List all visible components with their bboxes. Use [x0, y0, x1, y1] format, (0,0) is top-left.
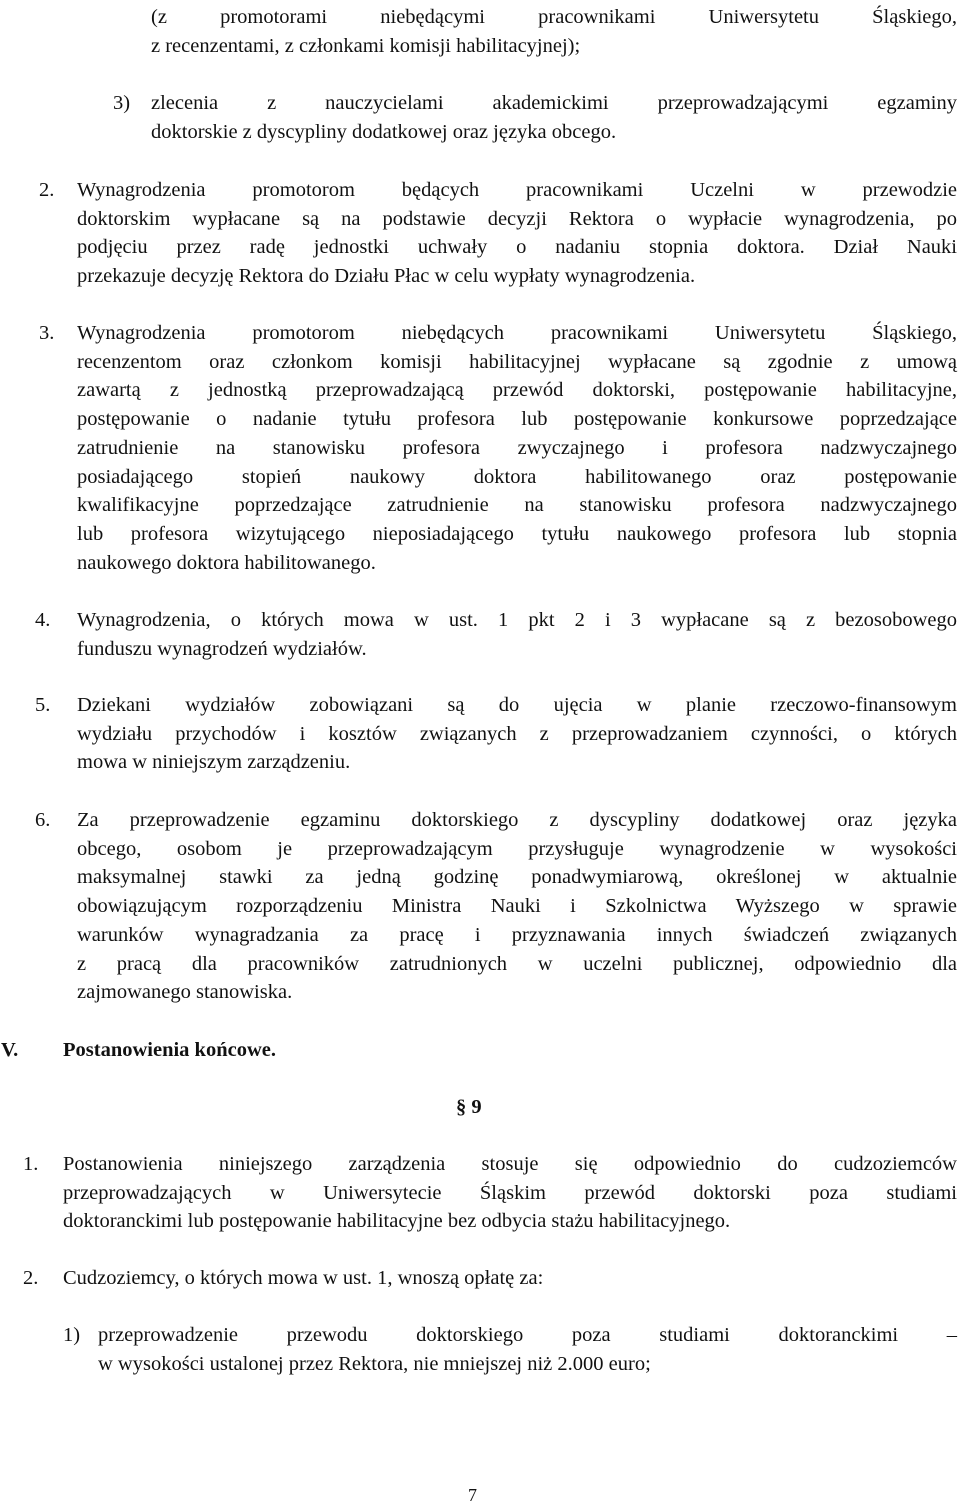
paragraph-number: 4. — [35, 609, 51, 631]
text-line: postępowanie o nadanie tytułu profesora lub postępowanie konkursowe poprzedzające — [77, 408, 957, 431]
paragraph-number: 3. — [39, 322, 55, 344]
paragraph-number: 6. — [35, 809, 51, 831]
text-line: funduszu wynagrodzeń wydziałów. — [77, 637, 367, 660]
text-line: kwalifikacyjne poprzedzające zatrudnienie na stanowisku profesora nadzwyczajnego — [77, 494, 957, 517]
page-number: 7 — [468, 1485, 477, 1505]
text-line: z recenzentami, z członkami komisji habilitacyjnej); — [151, 34, 581, 57]
text-line: zatrudnienie na stanowisku profesora zwyczajnego i profesora nadzwyczajnego — [77, 436, 957, 459]
text-line: zajmowanego stanowiska. — [77, 981, 293, 1004]
paragraph-text — [77, 176, 957, 291]
text-line: posiadającego stopień naukowy doktora habilitowanego oraz postępowanie — [77, 465, 957, 488]
text-line: przekazuje decyzję Rektora do Działu Płac w celu wypłaty wynagrodzenia. — [77, 265, 696, 288]
item-text — [98, 1321, 957, 1378]
text-line: Wynagrodzenia promotorom niebędących pracownikami Uniwersytetu Śląskiego, — [77, 322, 957, 344]
continuation-text — [151, 3, 957, 60]
text-line: podjęciu przez radę jednostki uchwały o nadaniu stopnia doktora. Dział Nauki — [77, 236, 957, 259]
text-line: Dziekani wydziałów zobowiązani są do ujęcia w planie rzeczowo-finansowym — [77, 694, 957, 716]
text-line: w wysokości ustalonej przez Rektora, nie mniejszej niż 2.000 euro; — [98, 1352, 651, 1375]
text-line: przeprowadzenie przewodu doktorskiego poza studiami doktoranckimi – — [98, 1324, 957, 1346]
text-line: z pracą dla pracowników zatrudnionych w uczelni publicznej, odpowiednio dla — [77, 952, 957, 975]
paragraph-text — [77, 319, 957, 577]
paragraph-sign: § 9 — [456, 1096, 482, 1118]
paragraph-number: 5. — [35, 694, 51, 716]
text-line: doktoranckimi lub postępowanie habilitacyjne bez odbycia stażu habilitacyjnego. — [63, 1210, 731, 1233]
section-title: Postanowienia końcowe. — [63, 1039, 276, 1061]
text-line: recenzentom oraz członkom komisji habilitacyjnej wypłacane są zgodnie z umową — [77, 350, 957, 373]
text-line: Wynagrodzenia promotorom będących pracownikami Uczelni w przewodzie — [77, 179, 957, 201]
paragraph-text — [63, 1150, 957, 1236]
text-line: przeprowadzających w Uniwersytecie Śląskim przewód doktorski poza studiami — [63, 1181, 957, 1204]
text-line: zawartą z jednostką przeprowadzającą przewód doktorski, postępowanie habilitacyjne, — [77, 379, 957, 402]
paragraph-number: 2. — [39, 179, 55, 201]
text-line: Wynagrodzenia, o których mowa w ust. 1 pkt 2 i 3 wypłacane są z bezosobowego — [77, 609, 957, 631]
text-line: Postanowienia niniejszego zarządzenia stosuje się odpowiednio do cudzoziemców — [63, 1153, 957, 1175]
paragraph-text: Cudzoziemcy, o których mowa w ust. 1, wnoszą opłatę za: — [63, 1267, 544, 1289]
paragraph-number: 1. — [23, 1153, 39, 1175]
text-line: lub profesora wizytującego nieposiadającego tytułu naukowego profesora lub stopnia — [77, 522, 957, 545]
paragraph-text — [77, 691, 957, 777]
text-line: mowa w niniejszym zarządzeniu. — [77, 751, 351, 774]
text-line: obcego, osobom je przeprowadzającym przysługuje wynagrodzenie w wysokości — [77, 837, 957, 860]
paragraph-text — [77, 806, 957, 1007]
section-number: V. — [1, 1039, 19, 1061]
paragraph-number: 2. — [23, 1267, 39, 1289]
item-number: 1) — [63, 1324, 81, 1346]
text-line: maksymalnej stawki za jedną godzinę ponadwymiarową, określonej w aktualnie — [77, 866, 957, 889]
text-line: naukowego doktora habilitowanego. — [77, 551, 376, 574]
text-line: Za przeprowadzenie egzaminu doktorskiego z dyscypliny dodatkowej oraz języka — [77, 809, 957, 831]
text-line: warunków wynagradzania za pracę i przyznawania innych świadczeń związanych — [77, 923, 957, 946]
text-line: wydziału przychodów i kosztów związanych z przeprowadzaniem czynności, o których — [77, 722, 957, 745]
paragraph-text — [77, 606, 957, 663]
item-number: 3) — [113, 92, 131, 114]
text-line: zlecenia z nauczycielami akademickimi przeprowadzającymi egzaminy — [151, 92, 957, 114]
text-line: doktorskie z dyscypliny dodatkowej oraz języka obcego. — [151, 120, 617, 143]
item-text — [151, 89, 957, 146]
text-line: (z promotorami niebędącymi pracownikami Uniwersytetu Śląskiego, — [151, 6, 957, 28]
text-line: doktorskim wypłacane są na podstawie decyzji Rektora o wypłacie wynagrodzenia, po — [77, 207, 957, 230]
text-line: obowiązującym rozporządzeniu Ministra Nauki i Szkolnictwa Wyższego w sprawie — [77, 895, 957, 918]
